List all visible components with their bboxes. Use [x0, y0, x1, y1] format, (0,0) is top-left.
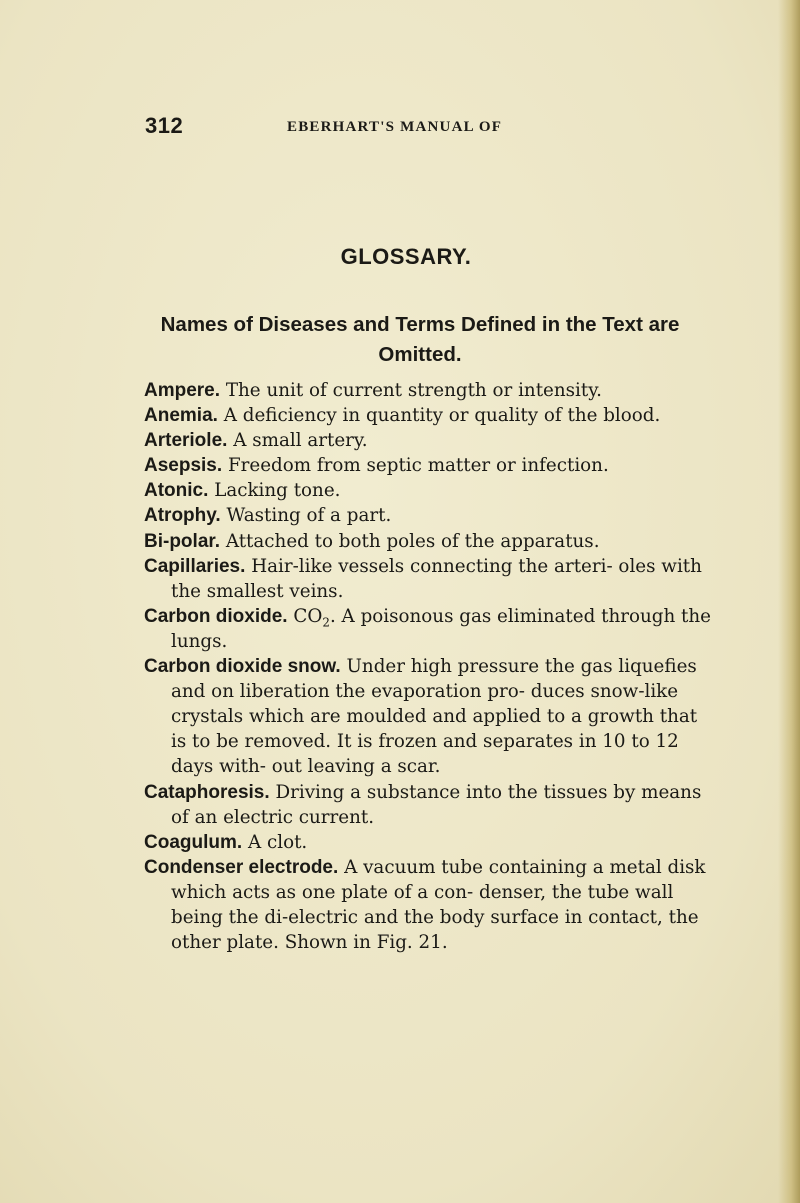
- entry-term: Arteriole.: [144, 430, 228, 452]
- entry-term: Anemia.: [144, 405, 218, 427]
- glossary-title: GLOSSARY.: [340, 244, 472, 269]
- entry-definition: Lacking tone.: [214, 480, 341, 502]
- entry-definition: . A poisonous gas eliminated through the lungs.: [171, 605, 711, 652]
- glossary-entry-coagulum: [144, 830, 712, 855]
- entry-definition: Freedom from septic matter or infection.: [227, 455, 609, 477]
- page-number: 312: [145, 113, 184, 138]
- entry-definition: A small artery.: [233, 430, 368, 452]
- glossary-entry-atonic: [144, 478, 712, 503]
- formula-base: CO: [293, 605, 323, 627]
- entry-term: Carbon dioxide.: [144, 605, 288, 627]
- running-header: [145, 113, 665, 145]
- glossary-entry-cataphoresis: [144, 780, 712, 830]
- entry-definition: Driving a substance into the tissues by means of an electric current.: [171, 781, 702, 828]
- glossary-entry-condenser-electrode: [144, 855, 712, 955]
- entry-definition: A deficiency in quantity or quality of the blood.: [223, 405, 661, 427]
- entry-term: Coagulum.: [144, 831, 243, 853]
- page-edge-shadow: [778, 0, 800, 1203]
- entry-term: Bi-polar.: [144, 530, 221, 552]
- entry-definition: The unit of current strength or intensity.: [225, 380, 602, 401]
- glossary-entry-asepsis: [144, 453, 712, 478]
- entry-term: Asepsis.: [144, 455, 223, 477]
- glossary-entry-atrophy: [144, 503, 712, 528]
- entry-term: Atonic.: [144, 480, 209, 502]
- glossary-entry-carbon-dioxide: [144, 604, 712, 654]
- entry-definition: Attached to both poles of the apparatus.: [225, 530, 600, 552]
- entry-definition: A vacuum tube containing a metal disk which acts as one plate of a con- denser, the tube wall being the di-electric and the body surface in contact, the other plate. Shown in Fig. 21.: [171, 856, 706, 954]
- entry-term: Ampere.: [144, 380, 221, 401]
- entry-term: Cataphoresis.: [144, 781, 270, 803]
- entry-definition: A clot.: [247, 831, 308, 853]
- glossary-subtitle: Names of Diseases and Terms Defined in the Text are Omitted.: [160, 313, 680, 366]
- glossary-entry-anemia: [144, 403, 712, 428]
- entry-term: Atrophy.: [144, 505, 221, 527]
- glossary-entry-carbon-dioxide-snow: [144, 654, 712, 779]
- glossary-entry-ampere: [144, 378, 712, 403]
- entry-definition: Wasting of a part.: [226, 505, 392, 527]
- glossary-entry-capillaries: [144, 554, 712, 604]
- entry-term: Carbon dioxide snow.: [144, 656, 341, 678]
- entry-term: Condenser electrode.: [144, 856, 339, 878]
- glossary-entries: [144, 378, 712, 955]
- running-title: EBERHART'S MANUAL OF: [287, 119, 503, 135]
- entry-term: Capillaries.: [144, 555, 246, 577]
- glossary-entry-arteriole: [144, 428, 712, 453]
- formula-subscript: 2: [322, 615, 330, 630]
- entry-definition: Under high pressure the gas liquefies and on liberation the evaporation pro- duces snow-like crystals which are moulded and applied to a growth that is to be removed. It is frozen and separates in 10 to 12 days with- out leaving a scar.: [171, 656, 698, 778]
- entry-definition: Hair-like vessels connecting the arteri- oles with the smallest veins.: [171, 555, 702, 602]
- glossary-entry-bi-polar: [144, 529, 712, 554]
